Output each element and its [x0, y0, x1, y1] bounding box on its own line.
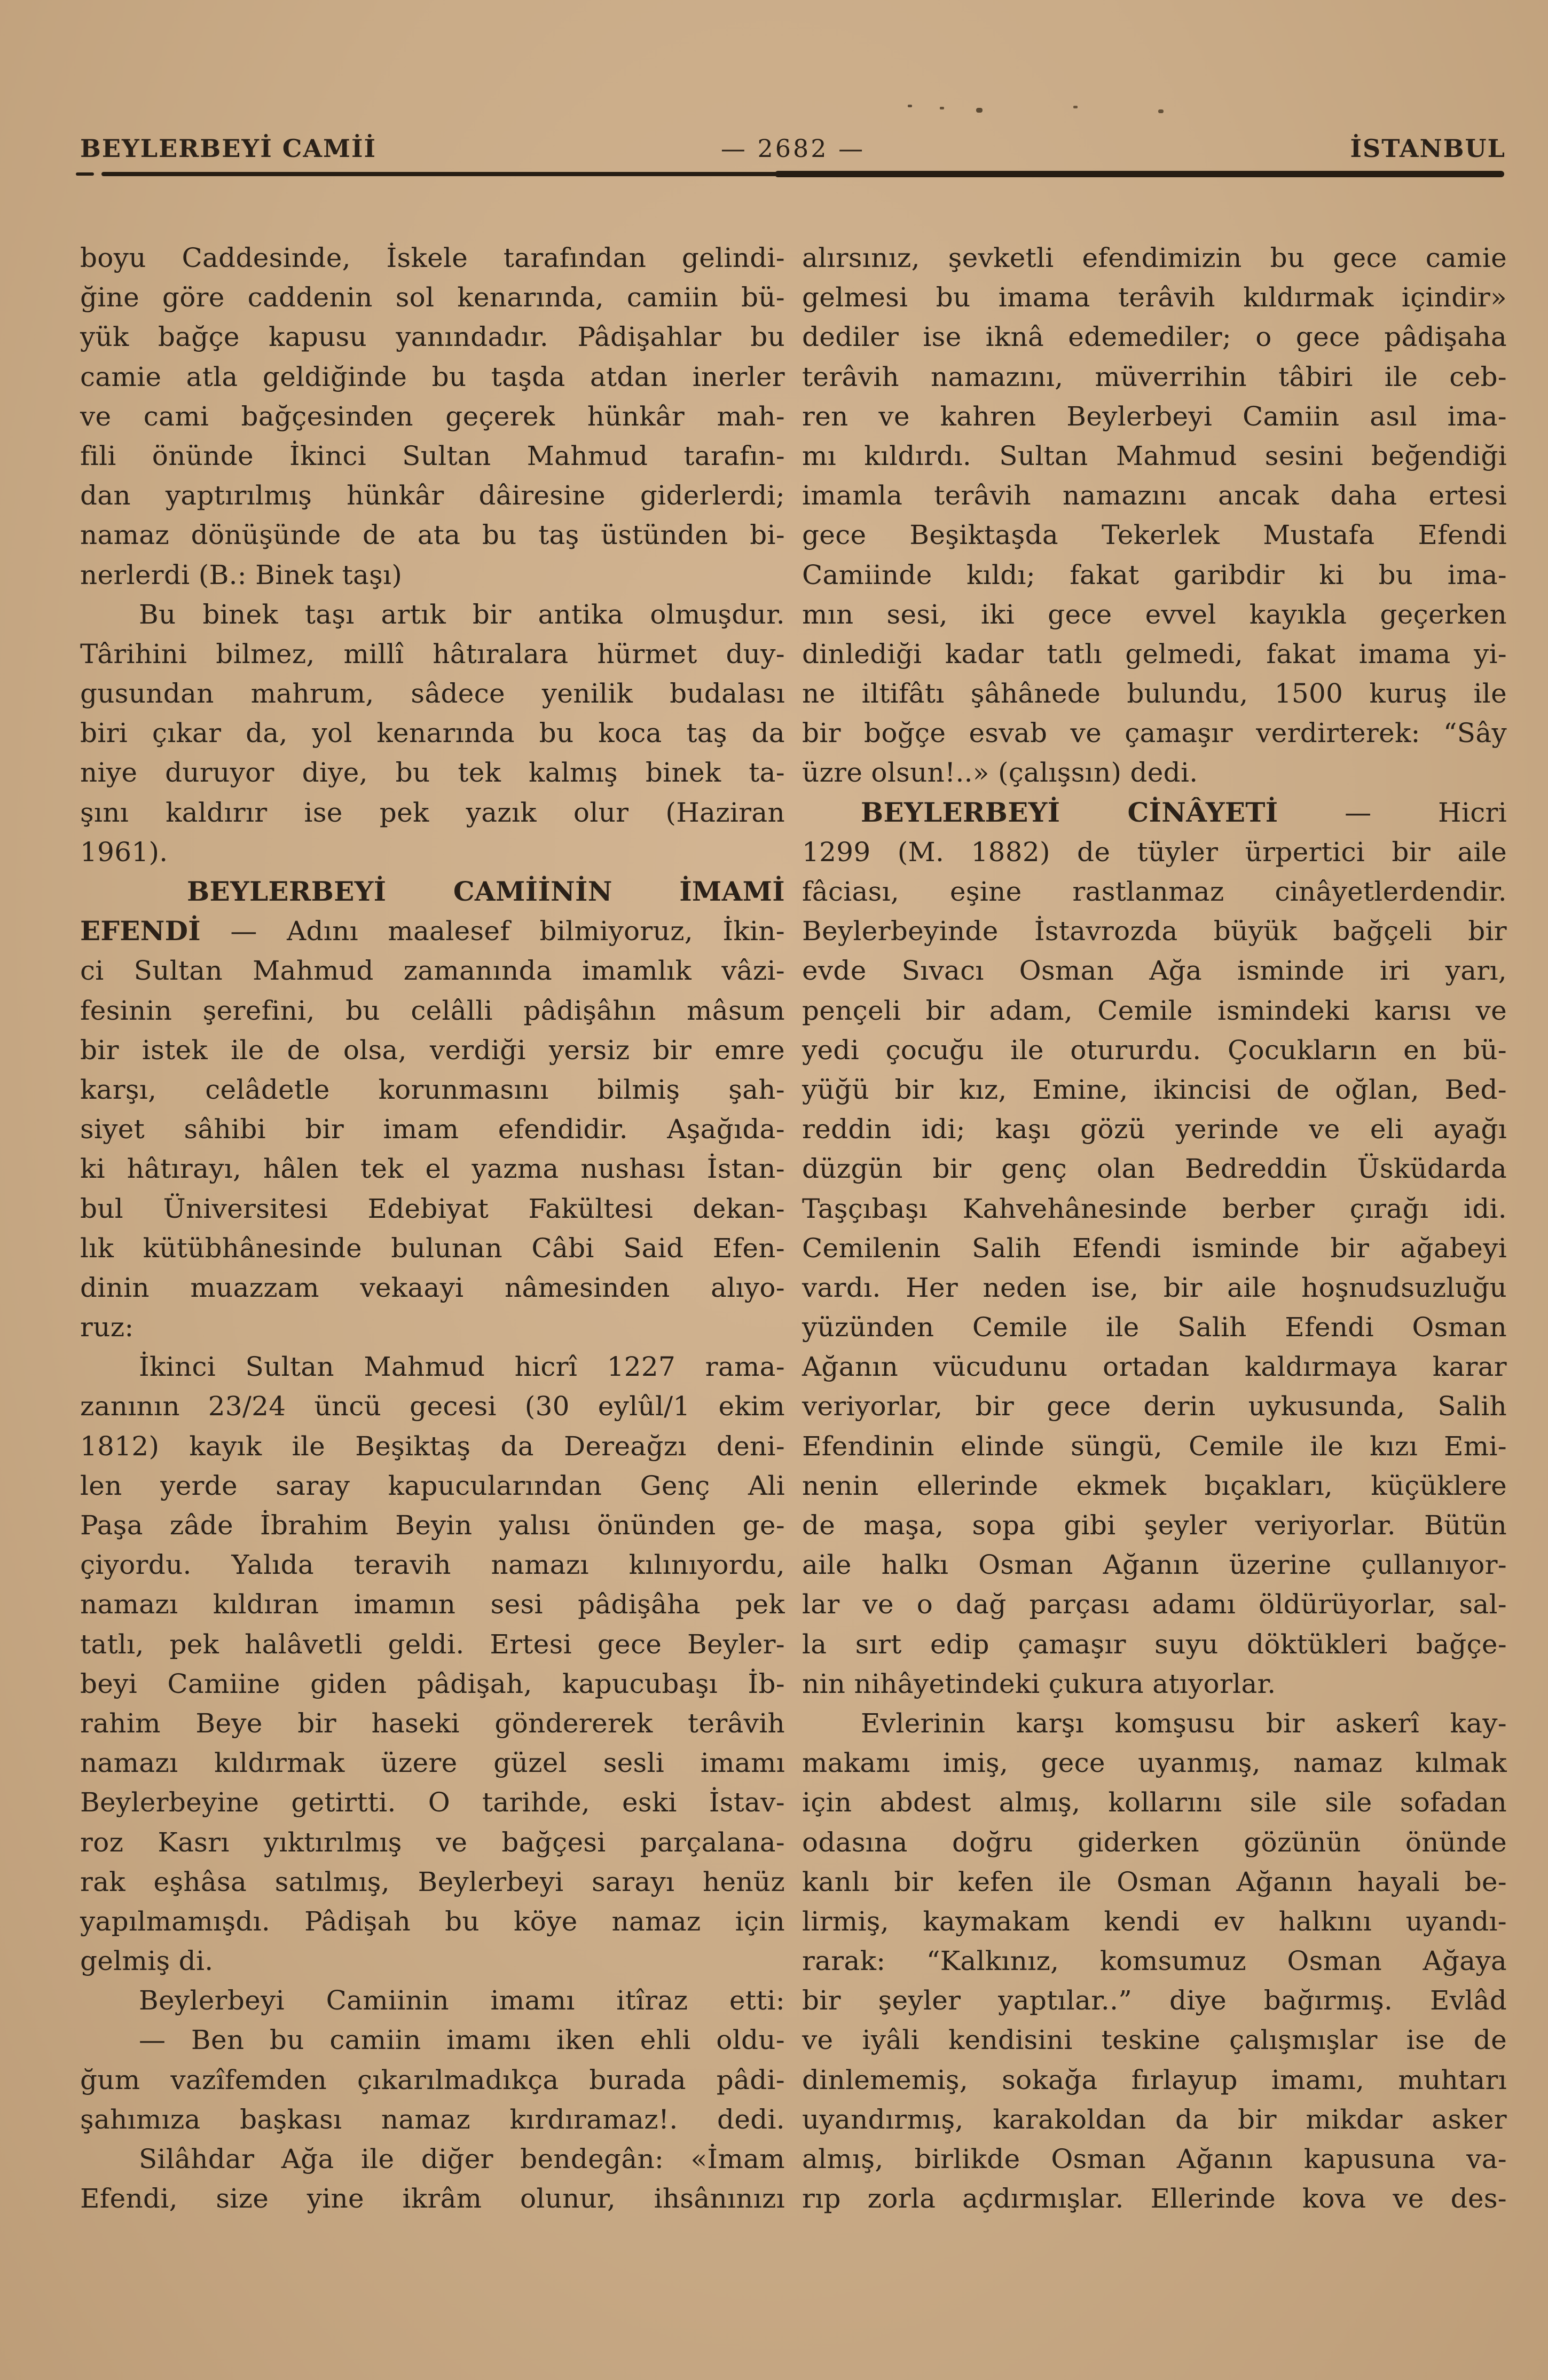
text-line: gelmiş di.: [80, 1945, 214, 1977]
text-line: bir istek ile de olsa, verdiği yersiz bir emre: [80, 1034, 785, 1066]
text-line: dediler ise iknâ edemediler; o gece pâdişaha: [802, 321, 1507, 353]
text-line: üzre olsun!..» (çalışsın) dedi.: [802, 757, 1198, 789]
text-line: Silâhdar Ağa ile diğer bendegân: «İmam: [139, 2143, 785, 2174]
text-line: fesinin şerefini, bu celâlli pâdişâhın mâsum: [80, 995, 785, 1026]
text-line: yük bağçe kapusu yanındadır. Pâdişahlar bu: [80, 321, 785, 353]
text-line: BEYLERBEYİ CİNÂYETİ — Hicri: [861, 796, 1507, 828]
text-line: dinin muazzam vekaayi nâmesinden alıyo-: [80, 1272, 785, 1303]
text-line: dinlediği kadar tatlı gelmedi, fakat imama yi-: [802, 638, 1507, 669]
text-line: veriyorlar, bir gece derin uykusunda, Salih: [802, 1391, 1507, 1422]
text-line: len yerde saray kapucularından Genç Ali: [80, 1470, 785, 1501]
text-line: ki hâtırayı, hâlen tek el yazma nushası İstan-: [80, 1153, 785, 1185]
text-line: şahımıza başkası namaz kırdıramaz!. dedi.: [80, 2103, 785, 2135]
text-line: ğine göre caddenin sol kenarında, camiin bü-: [80, 282, 785, 313]
text-line: yedi çocuğu ile otururdu. Çocukların en bü-: [802, 1034, 1507, 1066]
text-line: gelmesi bu imama terâvih kıldırmak içindir»: [802, 282, 1507, 313]
text-line: dan yaptırılmış hünkâr dâiresine giderlerdi;: [80, 480, 785, 511]
column-right: [802, 238, 1507, 2218]
text-line: Beylerbeyinde İstavrozda büyük bağçeli bir: [802, 916, 1507, 947]
text-line: rıp zorla açdırmışlar. Ellerinde kova ve des-: [802, 2183, 1507, 2214]
text-line: ğum vazîfemden çıkarılmadıkça burada pâdi-: [80, 2064, 785, 2095]
text-line: reddin idi; kaşı gözü yerinde ve eli ayağı: [802, 1114, 1507, 1145]
text-line: 1812) kayık ile Beşiktaş da Dereağzı deni-: [80, 1430, 785, 1462]
text-line: almış, birlikde Osman Ağanın kapusuna va-: [802, 2143, 1507, 2174]
text-line: bir şeyler yaptılar..” diye bağırmış. Evlâd: [802, 1985, 1507, 2016]
text-line: fâciası, eşine rastlanmaz cinâyetlerdendir.: [802, 876, 1507, 907]
text-line: biri çıkar da, yol kenarında bu koca taş da: [80, 718, 785, 749]
text-line: ruz:: [80, 1312, 134, 1343]
text-line: çiyordu. Yalıda teravih namazı kılınıyordu,: [80, 1549, 785, 1581]
text-line: beyi Camiine giden pâdişah, kapucubaşı İb-: [80, 1668, 785, 1699]
header-rule: [101, 172, 1504, 176]
text-line: mı kıldırdı. Sultan Mahmud sesini beğendiği: [802, 440, 1507, 471]
text-line: Camiinde kıldı; fakat garibdir ki bu ima-: [802, 559, 1507, 590]
text-line: namazı kıldıran imamın sesi pâdişâha pek: [80, 1589, 785, 1620]
text-line: namaz dönüşünde de ata bu taş üstünden bi-: [80, 519, 785, 551]
text-line: Cemilenin Salih Efendi isminde bir ağabeyi: [802, 1232, 1507, 1264]
text-line: ci Sultan Mahmud zamanında imamlık vâzi-: [80, 955, 785, 987]
text-line: nenin ellerinde ekmek bıçakları, küçüklere: [802, 1470, 1507, 1501]
text-line: bir boğçe esvab ve çamaşır verdirterek: “Sây: [802, 718, 1507, 749]
heading-bold-text: BEYLERBEYİ CİNÂYETİ: [861, 796, 1278, 828]
running-head-article-title: BEYLERBEYİ CAMİİ: [80, 134, 376, 163]
text-line: düzgün bir genç olan Bedreddin Üsküdarda: [802, 1153, 1507, 1185]
ink-specks: [908, 105, 912, 107]
text-line: 1961).: [80, 836, 168, 868]
text-line: gusundan mahrum, sâdece yenilik budalası: [80, 678, 785, 710]
text-line: gece Beşiktaşda Tekerlek Mustafa Efendi: [802, 519, 1507, 551]
text-line: tatlı, pek halâvetli geldi. Ertesi gece Beyler-: [80, 1628, 785, 1660]
text-line: nerlerdi (B.: Binek taşı): [80, 559, 403, 590]
text-line: 1299 (M. 1882) de tüyler ürpertici bir aile: [802, 836, 1507, 868]
text-line: de maşa, sopa gibi şeyler veriyorlar. Bütün: [802, 1510, 1507, 1541]
text-line: uyandırmış, karakoldan da bir mikdar asker: [802, 2103, 1507, 2135]
text-line: ren ve kahren Beylerbeyi Camiin asıl ima-: [802, 400, 1507, 432]
text-line: Târihini bilmez, millî hâtıralara hürmet duy-: [80, 638, 785, 669]
text-line: EFENDİ — Adını maalesef bilmiyoruz, İkin-: [80, 915, 785, 947]
text-line: rarak: “Kalkınız, komsumuz Osman Ağaya: [802, 1945, 1507, 1977]
text-line: Evlerinin karşı komşusu bir askerî kay-: [861, 1707, 1507, 1739]
text-line: lık kütübhânesinde bulunan Câbi Said Efen-: [80, 1232, 785, 1264]
text-line: camie atla geldiğinde bu taşda atdan inerler: [80, 361, 785, 392]
text-line: Bu binek taşı artık bir antika olmuşdur.: [139, 598, 785, 630]
text-line: mın sesi, iki gece evvel kayıkla geçerken: [802, 598, 1507, 630]
text-line: yapılmamışdı. Pâdişah bu köye namaz için: [80, 1905, 785, 1937]
text-line: ve cami bağçesinden geçerek hünkâr mah-: [80, 400, 785, 432]
text-line: lar ve o dağ parçası adamı öldürüyorlar, sal-: [802, 1589, 1507, 1620]
text-line: ve iyâli kendisini teskine çalışmışlar ise de: [802, 2024, 1507, 2056]
text-line: imamla terâvih namazını ancak daha ertesi: [802, 480, 1507, 511]
text-line: roz Kasrı yıktırılmış ve bağçesi parçalana-: [80, 1826, 785, 1858]
text-line: kanlı bir kefen ile Osman Ağanın hayali be-: [802, 1866, 1507, 1897]
text-line: nin nihâyetindeki çukura atıyorlar.: [802, 1668, 1276, 1699]
text-line: boyu Caddesinde, İskele tarafından gelindi-: [80, 242, 785, 273]
running-head: [80, 132, 1506, 164]
text-line: lirmiş, kaymakam kendi ev halkını uyandı-: [802, 1905, 1507, 1937]
text-line: Ağanın vücudunu ortadan kaldırmaya karar: [802, 1351, 1507, 1383]
text-line: odasına doğru giderken gözünün önünde: [802, 1826, 1507, 1858]
text-line: rak eşhâsa satılmış, Beylerbeyi sarayı henüz: [80, 1866, 785, 1897]
text-line: alırsınız, şevketli efendimizin bu gece camie: [802, 242, 1507, 273]
text-line: — Ben bu camiin imamı iken ehli oldu-: [139, 2024, 785, 2056]
text-line: şını kaldırır ise pek yazık olur (Haziran: [80, 797, 785, 828]
column-left: [80, 238, 785, 2218]
text-line: aile halkı Osman Ağanın üzerine çullanıyor-: [802, 1549, 1507, 1581]
text-line: pençeli bir adam, Cemile ismindeki karısı ve: [802, 995, 1507, 1026]
text-line: Taşçıbaşı Kahvehânesinde berber çırağı idi.: [802, 1193, 1507, 1224]
text-line: terâvih namazını, müverrihin tâbiri ile ceb-: [802, 361, 1507, 392]
text-line: Beylerbeyine getirtti. O tarihde, eski İstav-: [80, 1787, 785, 1818]
text-line: yüğü bir kız, Emine, ikincisi de oğlan, Bed-: [802, 1074, 1507, 1105]
text-line: fili önünde İkinci Sultan Mahmud tarafın-: [80, 440, 785, 471]
text-line: siyet sâhibi bir imam efendidir. Aşağıda-: [80, 1114, 785, 1145]
text-line: karşı, celâdetle korunmasını bilmiş şah-: [80, 1074, 785, 1105]
heading-bold-text: EFENDİ: [80, 915, 201, 947]
running-head-volume-title: İSTANBUL: [1350, 134, 1506, 163]
text-line: zanının 23/24 üncü gecesi (30 eylûl/1 ekim: [80, 1391, 785, 1422]
text-line: yüzünden Cemile ile Salih Efendi Osman: [802, 1312, 1507, 1343]
text-line: namazı kıldırmak üzere güzel sesli imamı: [80, 1747, 785, 1779]
text-line: Efendinin elinde süngü, Cemile ile kızı Emi-: [802, 1430, 1507, 1462]
text-line: la sırt edip çamaşır suyu döktükleri bağçe-: [802, 1628, 1507, 1660]
text-line: [80, 872, 785, 911]
text-line: Efendi, size yine ikrâm olunur, ihsânınızı: [80, 2183, 785, 2214]
text-line: Beylerbeyi Camiinin imamı itîraz etti:: [139, 1985, 785, 2016]
text-line: ne iltifâtı şâhânede bulundu, 1500 kuruş ile: [802, 678, 1507, 710]
text-line: evde Sıvacı Osman Ağa isminde iri yarı,: [802, 955, 1507, 987]
text-line: niye duruyor diye, bu tek kalmış binek ta-: [80, 757, 785, 789]
text-line: için abdest almış, kollarını sile sile sofadan: [802, 1787, 1507, 1818]
heading-bold-text: BEYLERBEYİ CAMİİNİN İMAMİ: [187, 876, 785, 907]
page-number: — 2682 —: [720, 134, 866, 163]
text-line: dinlememiş, sokağa fırlayup imamı, muhtarı: [802, 2064, 1507, 2095]
text-line: makamı imiş, gece uyanmış, namaz kılmak: [802, 1747, 1507, 1779]
text-line: Paşa zâde İbrahim Beyin yalısı önünden ge-: [80, 1510, 785, 1541]
text-line: rahim Beye bir haseki göndererek terâvih: [80, 1707, 785, 1739]
text-line: bul Üniversitesi Edebiyat Fakültesi dekan-: [80, 1193, 785, 1224]
text-line: vardı. Her neden ise, bir aile hoşnudsuzluğu: [802, 1272, 1507, 1303]
text-line: İkinci Sultan Mahmud hicrî 1227 rama-: [139, 1351, 785, 1383]
